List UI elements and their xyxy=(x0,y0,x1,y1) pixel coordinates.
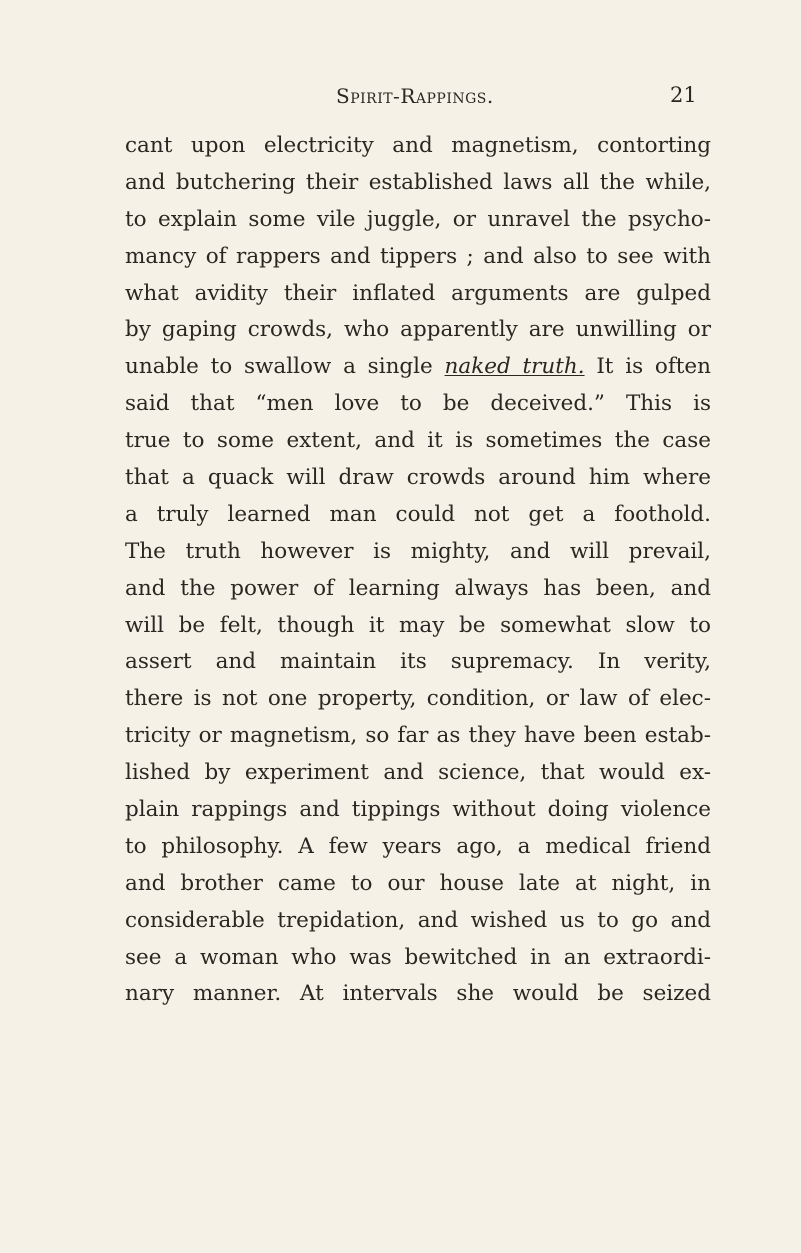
text-line: see a woman who was bewitched in an extraordi- xyxy=(125,944,711,970)
text-line: there is not one property, condition, or law of elec- xyxy=(125,686,711,712)
text-segment: It is often xyxy=(584,354,711,380)
text-line: The truth however is mighty, and will prevail, xyxy=(125,538,711,564)
text-line: lished by experiment and science, that would ex- xyxy=(125,760,711,786)
text-line: and the power of learning always has been, and xyxy=(125,575,711,601)
text-line: and brother came to our house late at night, in xyxy=(125,870,711,896)
text-line: to philosophy. A few years ago, a medical friend xyxy=(125,833,711,859)
text-line: mancy of rappers and tippers ; and also to see with xyxy=(125,243,711,269)
text-line: what avidity their inflated arguments are gulped xyxy=(125,280,711,306)
running-head-title: Spirit-Rappings. xyxy=(336,84,494,108)
text-line: will be felt, though it may be somewhat slow to xyxy=(125,612,711,638)
page-number: 21 xyxy=(670,83,697,107)
text-line: a truly learned man could not get a foothold. xyxy=(125,501,711,527)
text-line: considerable trepidation, and wished us to go and xyxy=(125,907,711,933)
running-head xyxy=(0,84,801,114)
text-line: said that “men love to be deceived.” This is xyxy=(125,391,711,417)
text-line: tricity or magnetism, so far as they have been estab- xyxy=(125,723,711,749)
text-segment: unable to swallow a single xyxy=(125,354,445,380)
text-line: that a quack will draw crowds around him where xyxy=(125,465,711,491)
emphasized-phrase: naked truth. xyxy=(444,354,585,380)
text-line: cant upon electricity and magnetism, contorting xyxy=(125,133,711,158)
text-line: by gaping crowds, who apparently are unwilling or xyxy=(125,317,711,343)
text-line: plain rappings and tippings without doing violence xyxy=(125,797,711,823)
text-line xyxy=(125,349,711,386)
text-line: and butchering their established laws all the while, xyxy=(125,169,711,195)
text-line: nary manner. At intervals she would be seized xyxy=(125,981,711,1007)
text-line: to explain some vile juggle, or unravel the psycho- xyxy=(125,206,711,232)
text-line: true to some extent, and it is sometimes the case xyxy=(125,428,711,454)
body-text xyxy=(125,128,711,1013)
text-line: assert and maintain its supremacy. In verity, xyxy=(125,649,711,675)
